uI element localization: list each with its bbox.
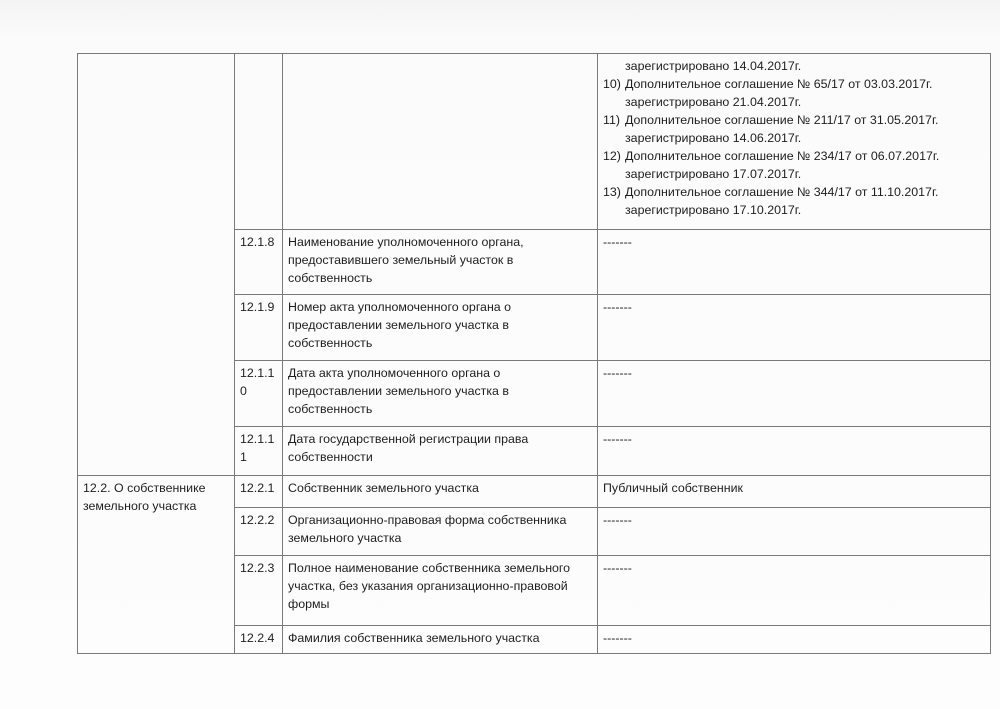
agreement-text: Дополнительное соглашение № 234/17 от 06.07.2017г. bbox=[625, 149, 940, 163]
row-number: 12.1.9 bbox=[235, 295, 283, 361]
row-number: 12.1.10 bbox=[235, 361, 283, 427]
row-label: Фамилия собственника земельного участка bbox=[283, 626, 598, 654]
row-value: ------- bbox=[598, 626, 991, 654]
table-row bbox=[78, 476, 991, 508]
land-plot-info-table bbox=[77, 53, 991, 654]
label-cell bbox=[283, 54, 598, 230]
table-row-continuation bbox=[78, 54, 991, 230]
row-value: ------- bbox=[598, 295, 991, 361]
row-label: Дата акта уполномоченного органа о предоставлении земельного участка в собственность bbox=[283, 361, 598, 427]
row-number: 12.2.3 bbox=[235, 556, 283, 626]
section-12-2-title: 12.2. О собственнике земельного участка bbox=[78, 476, 235, 654]
row-number: 12.2.1 bbox=[235, 476, 283, 508]
list-item bbox=[603, 183, 985, 219]
list-item bbox=[603, 111, 985, 147]
number-cell bbox=[235, 54, 283, 230]
row-value: ------- bbox=[598, 556, 991, 626]
row-label: Дата государственной регистрации права собственности bbox=[283, 427, 598, 476]
agreement-text: Дополнительное соглашение № 344/17 от 11.10.2017г. bbox=[625, 185, 939, 199]
registration-text: зарегистрировано 17.07.2017г. bbox=[625, 167, 802, 181]
list-index: 10) bbox=[603, 77, 621, 91]
row-number: 12.2.4 bbox=[235, 626, 283, 654]
agreement-text: Дополнительное соглашение № 211/17 от 31.05.2017г. bbox=[625, 113, 939, 127]
row-number: 12.2.2 bbox=[235, 508, 283, 556]
registration-text: зарегистрировано 21.04.2017г. bbox=[625, 95, 802, 109]
agreements-list bbox=[603, 57, 985, 219]
row-label: Номер акта уполномоченного органа о предоставлении земельного участка в собственность bbox=[283, 295, 598, 361]
row-label: Организационно-правовая форма собственника земельного участка bbox=[283, 508, 598, 556]
row-value: ------- bbox=[598, 427, 991, 476]
list-item bbox=[603, 75, 985, 111]
row-label: Наименование уполномоченного органа, предоставившего земельный участок в собственность bbox=[283, 230, 598, 295]
row-label: Полное наименование собственника земельного участка, без указания организационно-правовой формы bbox=[283, 556, 598, 626]
agreement-text: Дополнительное соглашение № 65/17 от 03.03.2017г. bbox=[625, 77, 933, 91]
row-number: 12.1.11 bbox=[235, 427, 283, 476]
row-value: ------- bbox=[598, 230, 991, 295]
row-number: 12.1.8 bbox=[235, 230, 283, 295]
list-index: 13) bbox=[603, 185, 621, 199]
registration-text: зарегистрировано 17.10.2017г. bbox=[625, 203, 802, 217]
list-index: 12) bbox=[603, 149, 621, 163]
registration-text: зарегистрировано 14.04.2017г. bbox=[625, 59, 802, 73]
list-item bbox=[625, 57, 985, 75]
row-value: ------- bbox=[598, 361, 991, 427]
registration-text: зарегистрировано 14.06.2017г. bbox=[625, 131, 802, 145]
agreements-cell bbox=[598, 54, 991, 230]
row-value: ------- bbox=[598, 508, 991, 556]
section-12-1-cell bbox=[78, 54, 235, 476]
row-value: Публичный собственник bbox=[598, 476, 991, 508]
list-item bbox=[603, 147, 985, 183]
list-index: 11) bbox=[603, 113, 620, 127]
row-label: Собственник земельного участка bbox=[283, 476, 598, 508]
